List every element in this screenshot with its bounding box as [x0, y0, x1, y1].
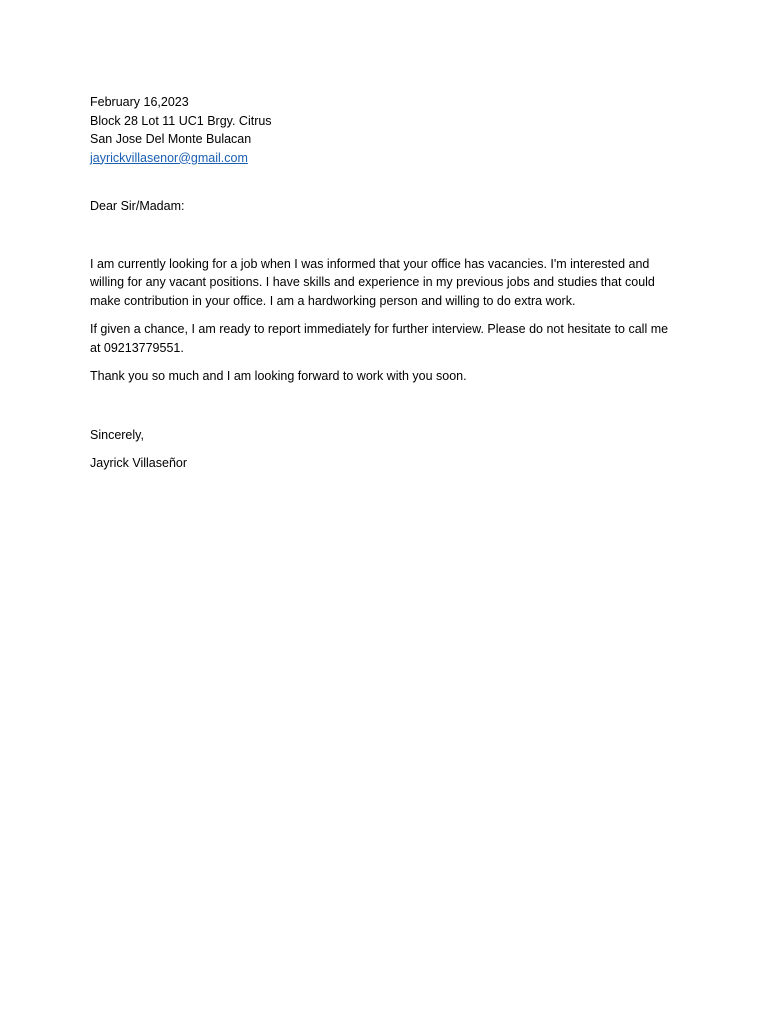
- signature-name: Jayrick Villaseñor: [90, 456, 188, 470]
- paragraph-3: Thank you so much and I am looking forward to work with you soon.: [90, 369, 467, 383]
- paragraph-1: I am currently looking for a job when I was informed that your office has vacancies. I'm interested and willing for any vacant positions. I have skills and experience in my previous jobs and studies that could make contribution in your office. I am a hardworking person and willing to do extra work.: [90, 256, 655, 308]
- letter-body: [90, 93, 674, 473]
- address-line-2: San Jose Del Monte Bulacan: [90, 132, 252, 146]
- salutation: Dear Sir/Madam:: [90, 199, 185, 213]
- letter-date: February 16,2023: [90, 95, 189, 109]
- paragraph-2: If given a chance, I am ready to report immediately for further interview. Please do not hesitate to call me at 09213779551.: [90, 322, 669, 355]
- email-link[interactable]: jayrickvillasenor@gmail.com: [90, 150, 248, 165]
- closing: Sincerely,: [90, 427, 144, 442]
- address-line-1: Block 28 Lot 11 UC1 Brgy. Citrus: [90, 113, 272, 128]
